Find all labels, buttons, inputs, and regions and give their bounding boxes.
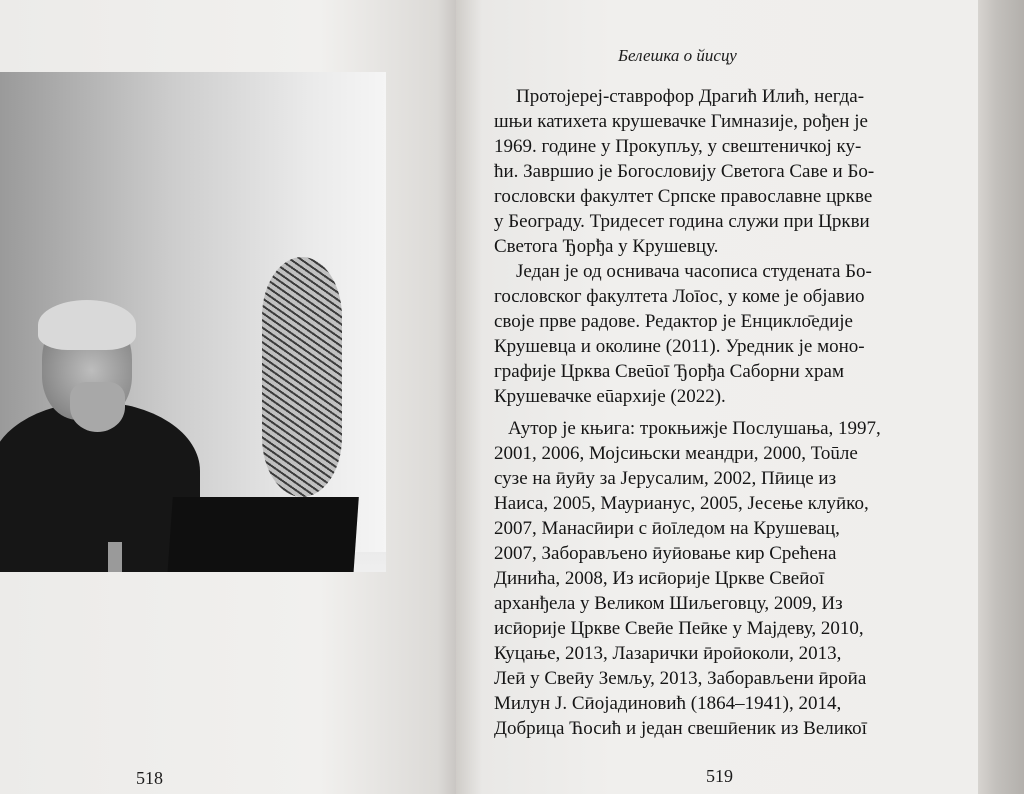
- woven-vase: [262, 257, 342, 497]
- text-line: Крушевца и околине (2011). Уредник је моно-: [494, 336, 865, 357]
- text-line: шњи катихета крушевачке Гимназије, рођен је: [494, 111, 868, 132]
- text-line: 2007, Заборављено ӣуӣовање кир Срећена: [494, 543, 837, 564]
- running-head: Белешка о йисцу: [618, 46, 737, 65]
- text-line: Добрица Ћосић и један свешӣеник из Великоī: [494, 718, 867, 739]
- text-line: у Београду. Тридесет година служи при Цркви: [494, 211, 870, 232]
- left-page: [0, 0, 456, 794]
- page-number-right: 519: [706, 766, 733, 786]
- text-line: сузе на ӣуӣу за Јерусалим, 2002, Пӣице из: [494, 468, 837, 489]
- text-line: 1969. године у Прокупљу, у свештеничкој ку-: [494, 136, 862, 157]
- text-line: Крушевачке еūархије (2022).: [494, 386, 726, 407]
- text-line: 2007, Манасӣири с ӣоīледом на Крушевац,: [494, 518, 840, 539]
- text-line: гословски факултет Српске православне цркве: [494, 186, 873, 207]
- text-line: Светога Ђорђа у Крушевцу.: [494, 236, 719, 257]
- text-line: Куцање, 2013, Лазарички ӣроӣоколи, 2013,: [494, 643, 842, 664]
- text-line: Један је од оснивача часописа студената Бо-: [516, 261, 872, 282]
- text-line: Аутор је књига: трокњижје Послушања, 1997,: [508, 418, 881, 439]
- pectoral-cross: [108, 542, 122, 572]
- text-line: 2001, 2006, Мојсињски меандри, 2000, Тоūле: [494, 443, 858, 464]
- text-line: арханђела у Великом Шиљеговцу, 2009, Из: [494, 593, 843, 614]
- text-line: Динића, 2008, Из исӣорије Цркве Свеӣоī: [494, 568, 825, 589]
- text-line: Милун Ј. Сӣојадиновић (1864–1941), 2014,: [494, 693, 842, 714]
- priest-beard: [70, 382, 125, 432]
- priest-hair: [38, 300, 136, 350]
- page-edges: [978, 0, 1024, 794]
- laptop: [163, 497, 359, 572]
- text-line: графије Црква Свеūоī Ђорђа Саборни храм: [494, 361, 844, 382]
- text-line: Протојереј-ставрофор Драгић Илић, негда-: [516, 86, 865, 107]
- text-line: гословског факултета Лоīос, у коме је објавио: [494, 286, 865, 307]
- text-line: ћи. Завршио је Богословију Светога Саве и Бо-: [494, 161, 875, 182]
- page-number-left: 518: [136, 768, 163, 788]
- text-line: своје прве радове. Редактор је Енцикло̄едије: [494, 311, 853, 332]
- text-line: Наиса, 2005, Маурианус, 2005, Јесење клуӣко,: [494, 493, 869, 514]
- author-photo: [0, 72, 386, 572]
- text-line: Леӣ у Свеӣу Земљу, 2013, Заборављени ӣроӣа: [494, 668, 867, 689]
- text-line: исӣорије Цркве Свеӣе Пеӣке у Мајдеву, 2010,: [494, 618, 864, 639]
